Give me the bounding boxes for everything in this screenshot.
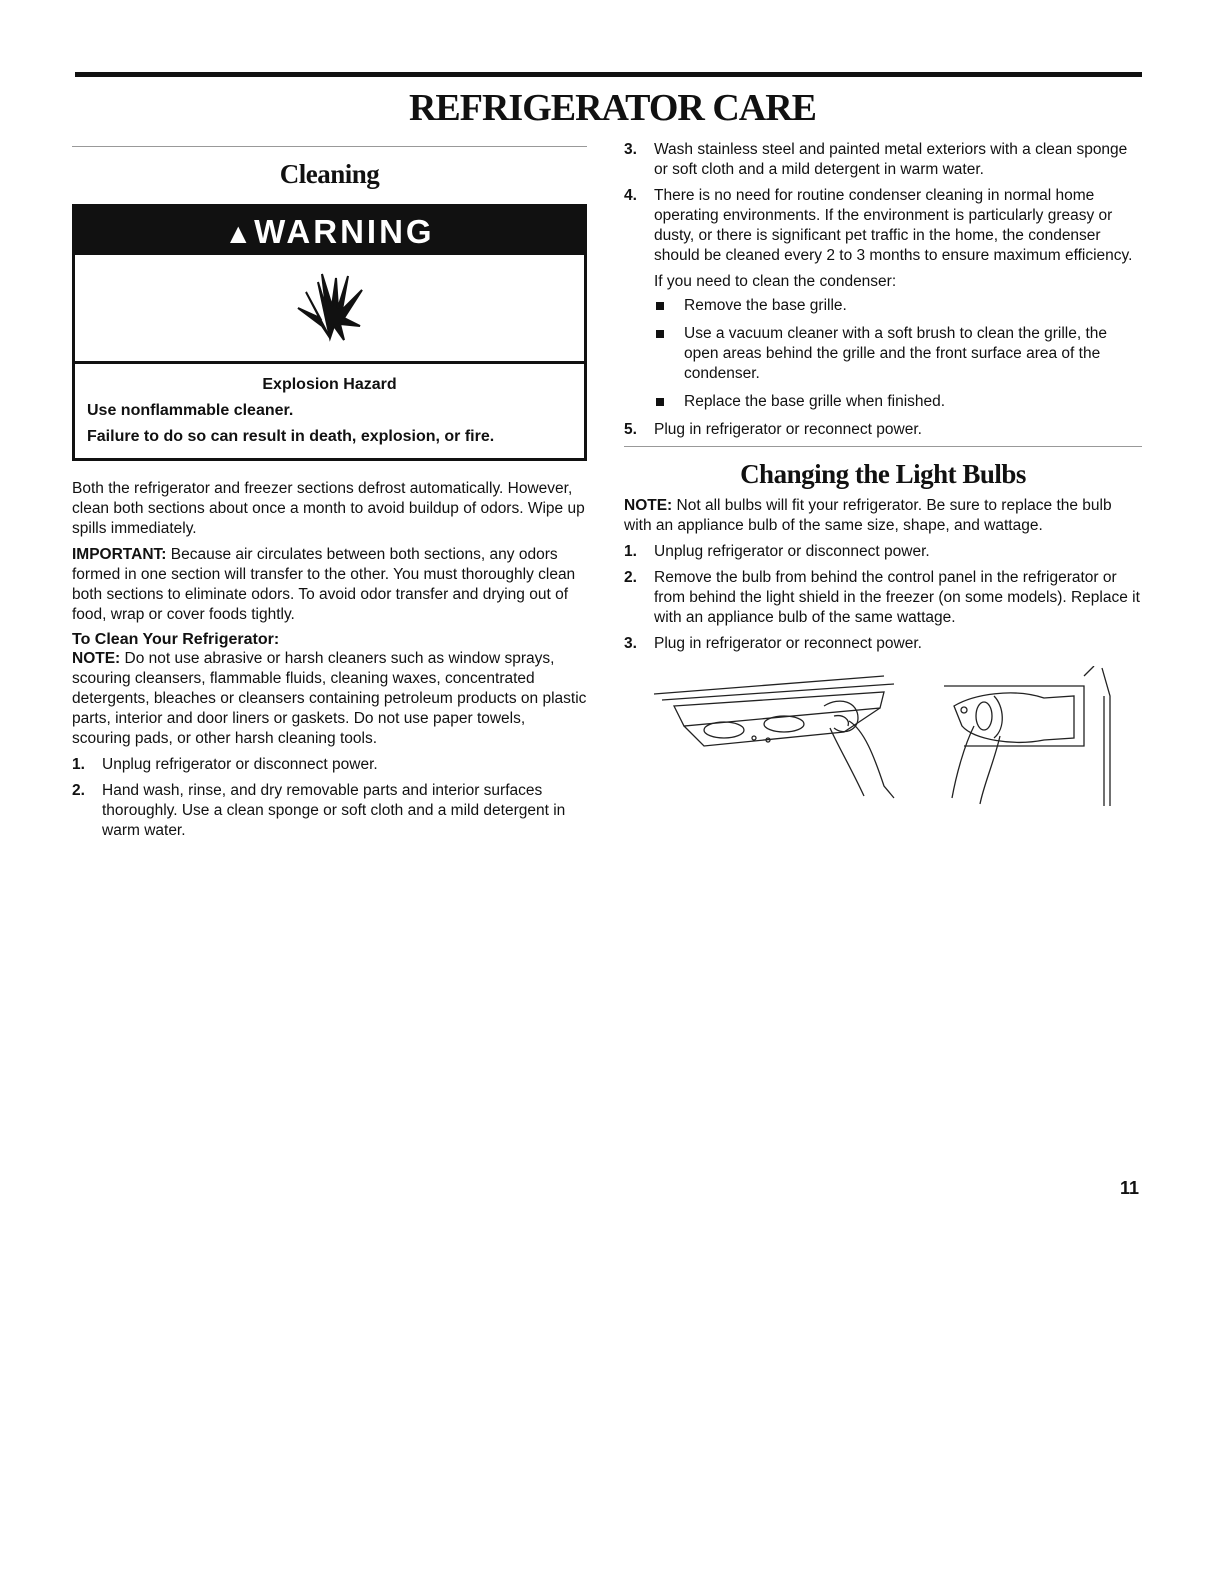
- clean-subhead: To Clean Your Refrigerator:: [72, 631, 280, 648]
- right-column: [624, 140, 1142, 806]
- page-number: 11: [1119, 1178, 1139, 1198]
- warning-hazard: Explosion Hazard: [262, 376, 397, 393]
- bullet-text: Use a vacuum cleaner with a soft brush to clean the grille, the open areas behind the grille and the front surface area of the condenser.: [684, 325, 1108, 382]
- condenser-intro: If you need to clean the condenser:: [654, 273, 897, 290]
- list-item: [654, 324, 1142, 384]
- page-title: REFRIGERATOR CARE: [408, 87, 817, 129]
- step-text: Unplug refrigerator or disconnect power.: [102, 756, 378, 773]
- explosion-icon-area: [75, 255, 584, 364]
- list-item: [624, 186, 1142, 412]
- list-item: [72, 755, 587, 775]
- bullet-square-icon: [656, 398, 664, 406]
- list-item: [624, 140, 1142, 180]
- cleaning-note-text: Do not use abrasive or harsh cleaners such as window sprays, scouring cleansers, flammable fluids, cleaning waxes, concentrated detergents, bleaches or cleansers containing petroleum products on plastic parts, interior and door liners or gaskets. Do not use paper towels, scouring pads, or other harsh cleaning tools.: [72, 650, 587, 747]
- step-number: 1.: [624, 543, 637, 560]
- step-text: Wash stainless steel and painted metal exteriors with a clean sponge or soft cloth and a mild detergent in warm water.: [654, 141, 1128, 178]
- list-item: [624, 568, 1142, 628]
- warning-text: [75, 364, 584, 458]
- bulb-steps: [624, 542, 1142, 654]
- step-number: 3.: [624, 635, 637, 652]
- list-item: [624, 634, 1142, 654]
- warning-header: [75, 207, 584, 255]
- important-text: Because air circulates between both sections, any odors formed in one section will transfer to the other. You must thoroughly clean both sections to eliminate odors. To avoid odor transfer and drying out of food, wrap or cover foods tightly.: [72, 546, 576, 623]
- bullet-square-icon: [656, 330, 664, 338]
- step-text: Unplug refrigerator or disconnect power.: [654, 543, 930, 560]
- important-paragraph: [72, 545, 587, 625]
- step-number: 2.: [72, 782, 85, 799]
- warning-box: [72, 204, 587, 461]
- section-divider: [72, 146, 587, 147]
- cleaning-note-label: NOTE:: [72, 650, 121, 667]
- list-item: [72, 781, 587, 841]
- bulbs-title: Changing the Light Bulbs: [740, 459, 1026, 489]
- bullet-text: Replace the base grille when finished.: [684, 393, 946, 410]
- left-column: [72, 140, 587, 847]
- bullet-text: Remove the base grille.: [684, 297, 847, 314]
- step-text: Remove the bulb from behind the control panel in the refrigerator or from behind the light shield in the freezer (on some models). Replace it with an appliance bulb of the same wattage.: [654, 569, 1140, 626]
- top-rule: [75, 72, 1142, 77]
- cleaning-note: [72, 649, 587, 749]
- list-item: [654, 392, 1142, 412]
- important-label: IMPORTANT:: [72, 546, 167, 563]
- bulbs-note: [624, 496, 1142, 536]
- condenser-bullets: [654, 296, 1142, 412]
- warning-line-1: Use nonflammable cleaner.: [87, 402, 294, 419]
- step-text: There is no need for routine condenser cleaning in normal home operating environments. If the environment is particularly greasy or dusty, or there is significant pet traffic in the home, the condenser should be cleaned every 2 to 3 months to ensure maximum efficiency.: [654, 187, 1133, 264]
- step-number: 4.: [624, 187, 637, 204]
- warning-triangle-icon: ▲: [224, 218, 253, 249]
- cleaning-steps-left: [72, 755, 587, 841]
- step-text: Plug in refrigerator or reconnect power.: [654, 635, 922, 652]
- step-number: 2.: [624, 569, 637, 586]
- list-item: [624, 420, 1142, 440]
- bulb-illustrations: [624, 666, 1142, 806]
- section-divider: [624, 446, 1142, 447]
- cleaning-intro: Both the refrigerator and freezer sections defrost automatically. However, clean both sections about once a month to avoid buildup of odors. Wipe up spills immediately.: [72, 480, 585, 537]
- control-panel-bulb-illustration: [644, 666, 904, 806]
- step-text: Hand wash, rinse, and dry removable parts and interior surfaces thoroughly. Use a clean sponge or soft cloth and a mild detergent in warm water.: [102, 782, 566, 839]
- freezer-light-shield-illustration: [934, 666, 1114, 806]
- list-item: [654, 296, 1142, 316]
- warning-label: WARNING: [254, 213, 435, 250]
- step-number: 1.: [72, 756, 85, 773]
- step-text: Plug in refrigerator or reconnect power.: [654, 421, 922, 438]
- list-item: [624, 542, 1142, 562]
- step-number: 3.: [624, 141, 637, 158]
- bulbs-note-text: Not all bulbs will fit your refrigerator. Be sure to replace the bulb with an appliance bulb of the same size, shape, and wattage.: [624, 497, 1112, 534]
- cleaning-title: Cleaning: [279, 159, 380, 189]
- explosion-icon: [290, 268, 370, 348]
- bulbs-note-label: NOTE:: [624, 497, 673, 514]
- bullet-square-icon: [656, 302, 664, 310]
- warning-line-2: Failure to do so can result in death, explosion, or fire.: [87, 428, 495, 445]
- cleaning-steps-right: [624, 140, 1142, 440]
- step-number: 5.: [624, 421, 637, 438]
